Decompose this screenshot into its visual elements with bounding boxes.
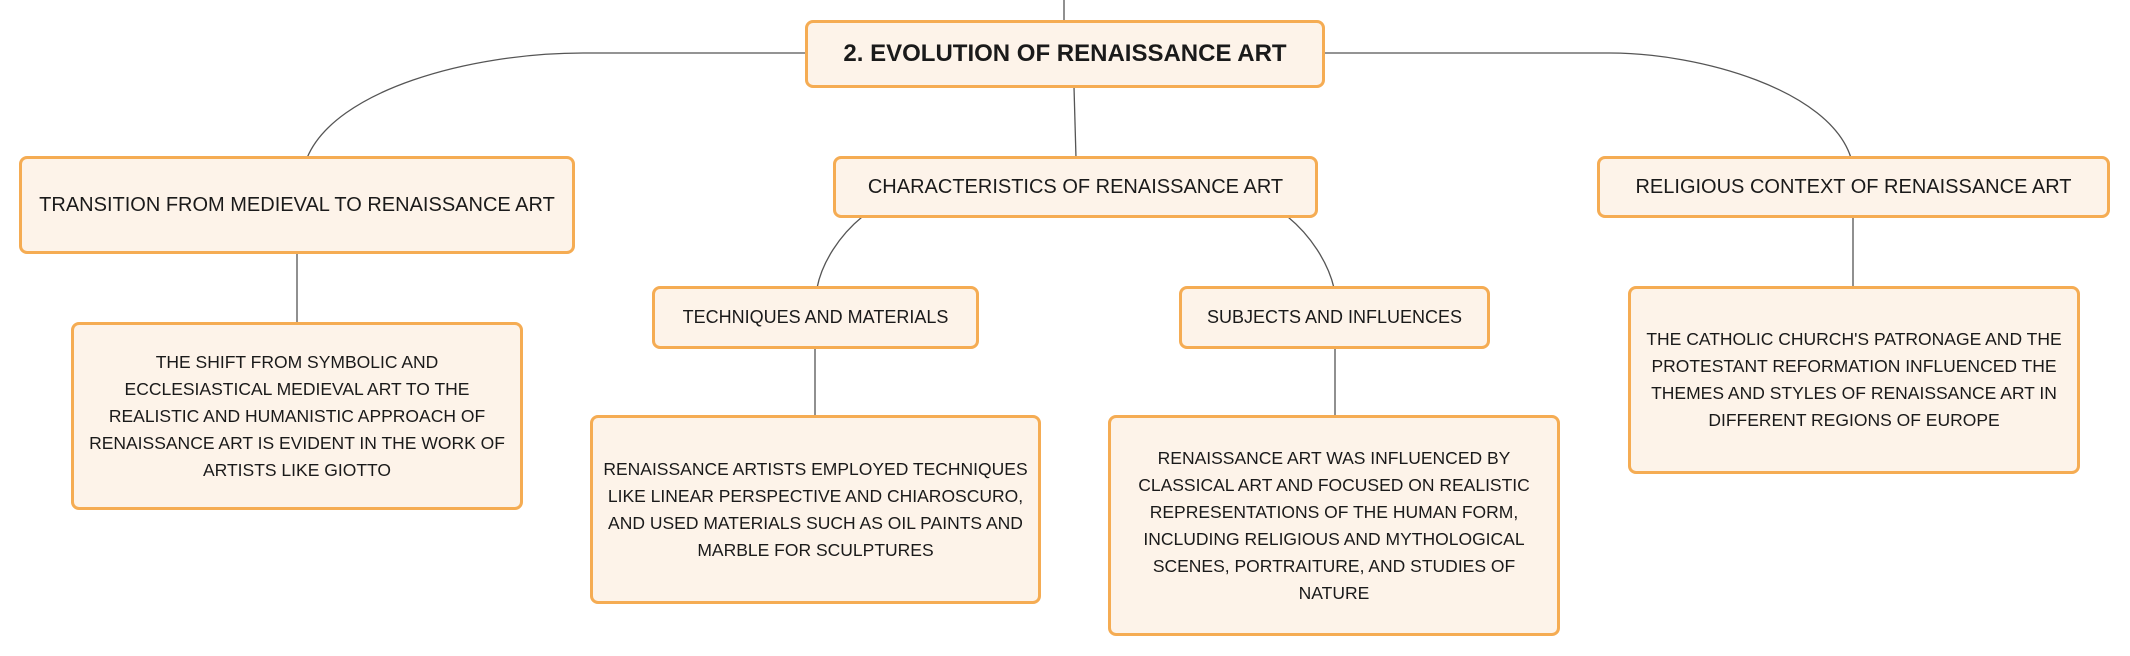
connector-characteristics-to-subjects [1288,217,1334,288]
detail-text-transition: THE SHIFT FROM SYMBOLIC AND ECCLESIASTICAL MEDIEVAL ART TO THE REALISTIC AND HUMANISTIC APPROACH OF RENAISSANCE ART IS EVIDENT IN THE WORK OF ARTISTS LIKE GIOTTO [89,351,505,480]
detail-node-techniques[interactable] [590,415,1041,604]
root-title: 2. EVOLUTION OF RENAISSANCE ART [843,40,1287,67]
detail-node-subjects[interactable] [1108,415,1560,636]
connector-root-to-characteristics [1074,87,1076,158]
subbranch-title-subjects: SUBJECTS AND INFLUENCES [1206,307,1463,327]
branch-node-transition[interactable] [19,156,575,254]
detail-node-transition[interactable] [71,322,523,510]
detail-text-techniques: RENAISSANCE ARTISTS EMPLOYED TECHNIQUES LIKE LINEAR PERSPECTIVE AND CHIAROSCURO, AND USED MATERIALS SUCH AS OIL PAINTS AND MARBLE FOR SCULPTURES [603,458,1028,560]
connector-characteristics-to-techniques [817,217,862,288]
root-node[interactable] [805,20,1325,88]
branch-title-religious: RELIGIOUS CONTEXT OF RENAISSANCE ART [1635,175,2072,198]
branch-title-characteristics: CHARACTERISTICS OF RENAISSANCE ART [867,175,1284,198]
connector-root-to-religious [1323,53,1851,158]
detail-node-religious[interactable] [1628,286,2080,474]
connector-root-to-transition [307,53,806,158]
detail-text-subjects: RENAISSANCE ART WAS INFLUENCED BY CLASSICAL ART AND FOCUSED ON REALISTIC REPRESENTATIONS OF THE HUMAN FORM, INCLUDING RELIGIOUS AND MYTHOLOGICAL SCENES, PORTRAITURE, AND STUDIES OF NATURE [1138,447,1530,603]
branch-node-religious[interactable] [1597,156,2110,218]
subbranch-title-techniques: TECHNIQUES AND MATERIALS [682,307,949,327]
subbranch-node-techniques[interactable] [652,286,979,349]
branch-node-characteristics[interactable] [833,156,1318,218]
detail-text-religious: THE CATHOLIC CHURCH'S PATRONAGE AND THE PROTESTANT REFORMATION INFLUENCED THE THEMES AND STYLES OF RENAISSANCE ART IN DIFFERENT REGIONS OF EUROPE [1646,329,2062,430]
subbranch-node-subjects[interactable] [1179,286,1490,349]
branch-title-transition: TRANSITION FROM MEDIEVAL TO RENAISSANCE ART [39,193,555,216]
